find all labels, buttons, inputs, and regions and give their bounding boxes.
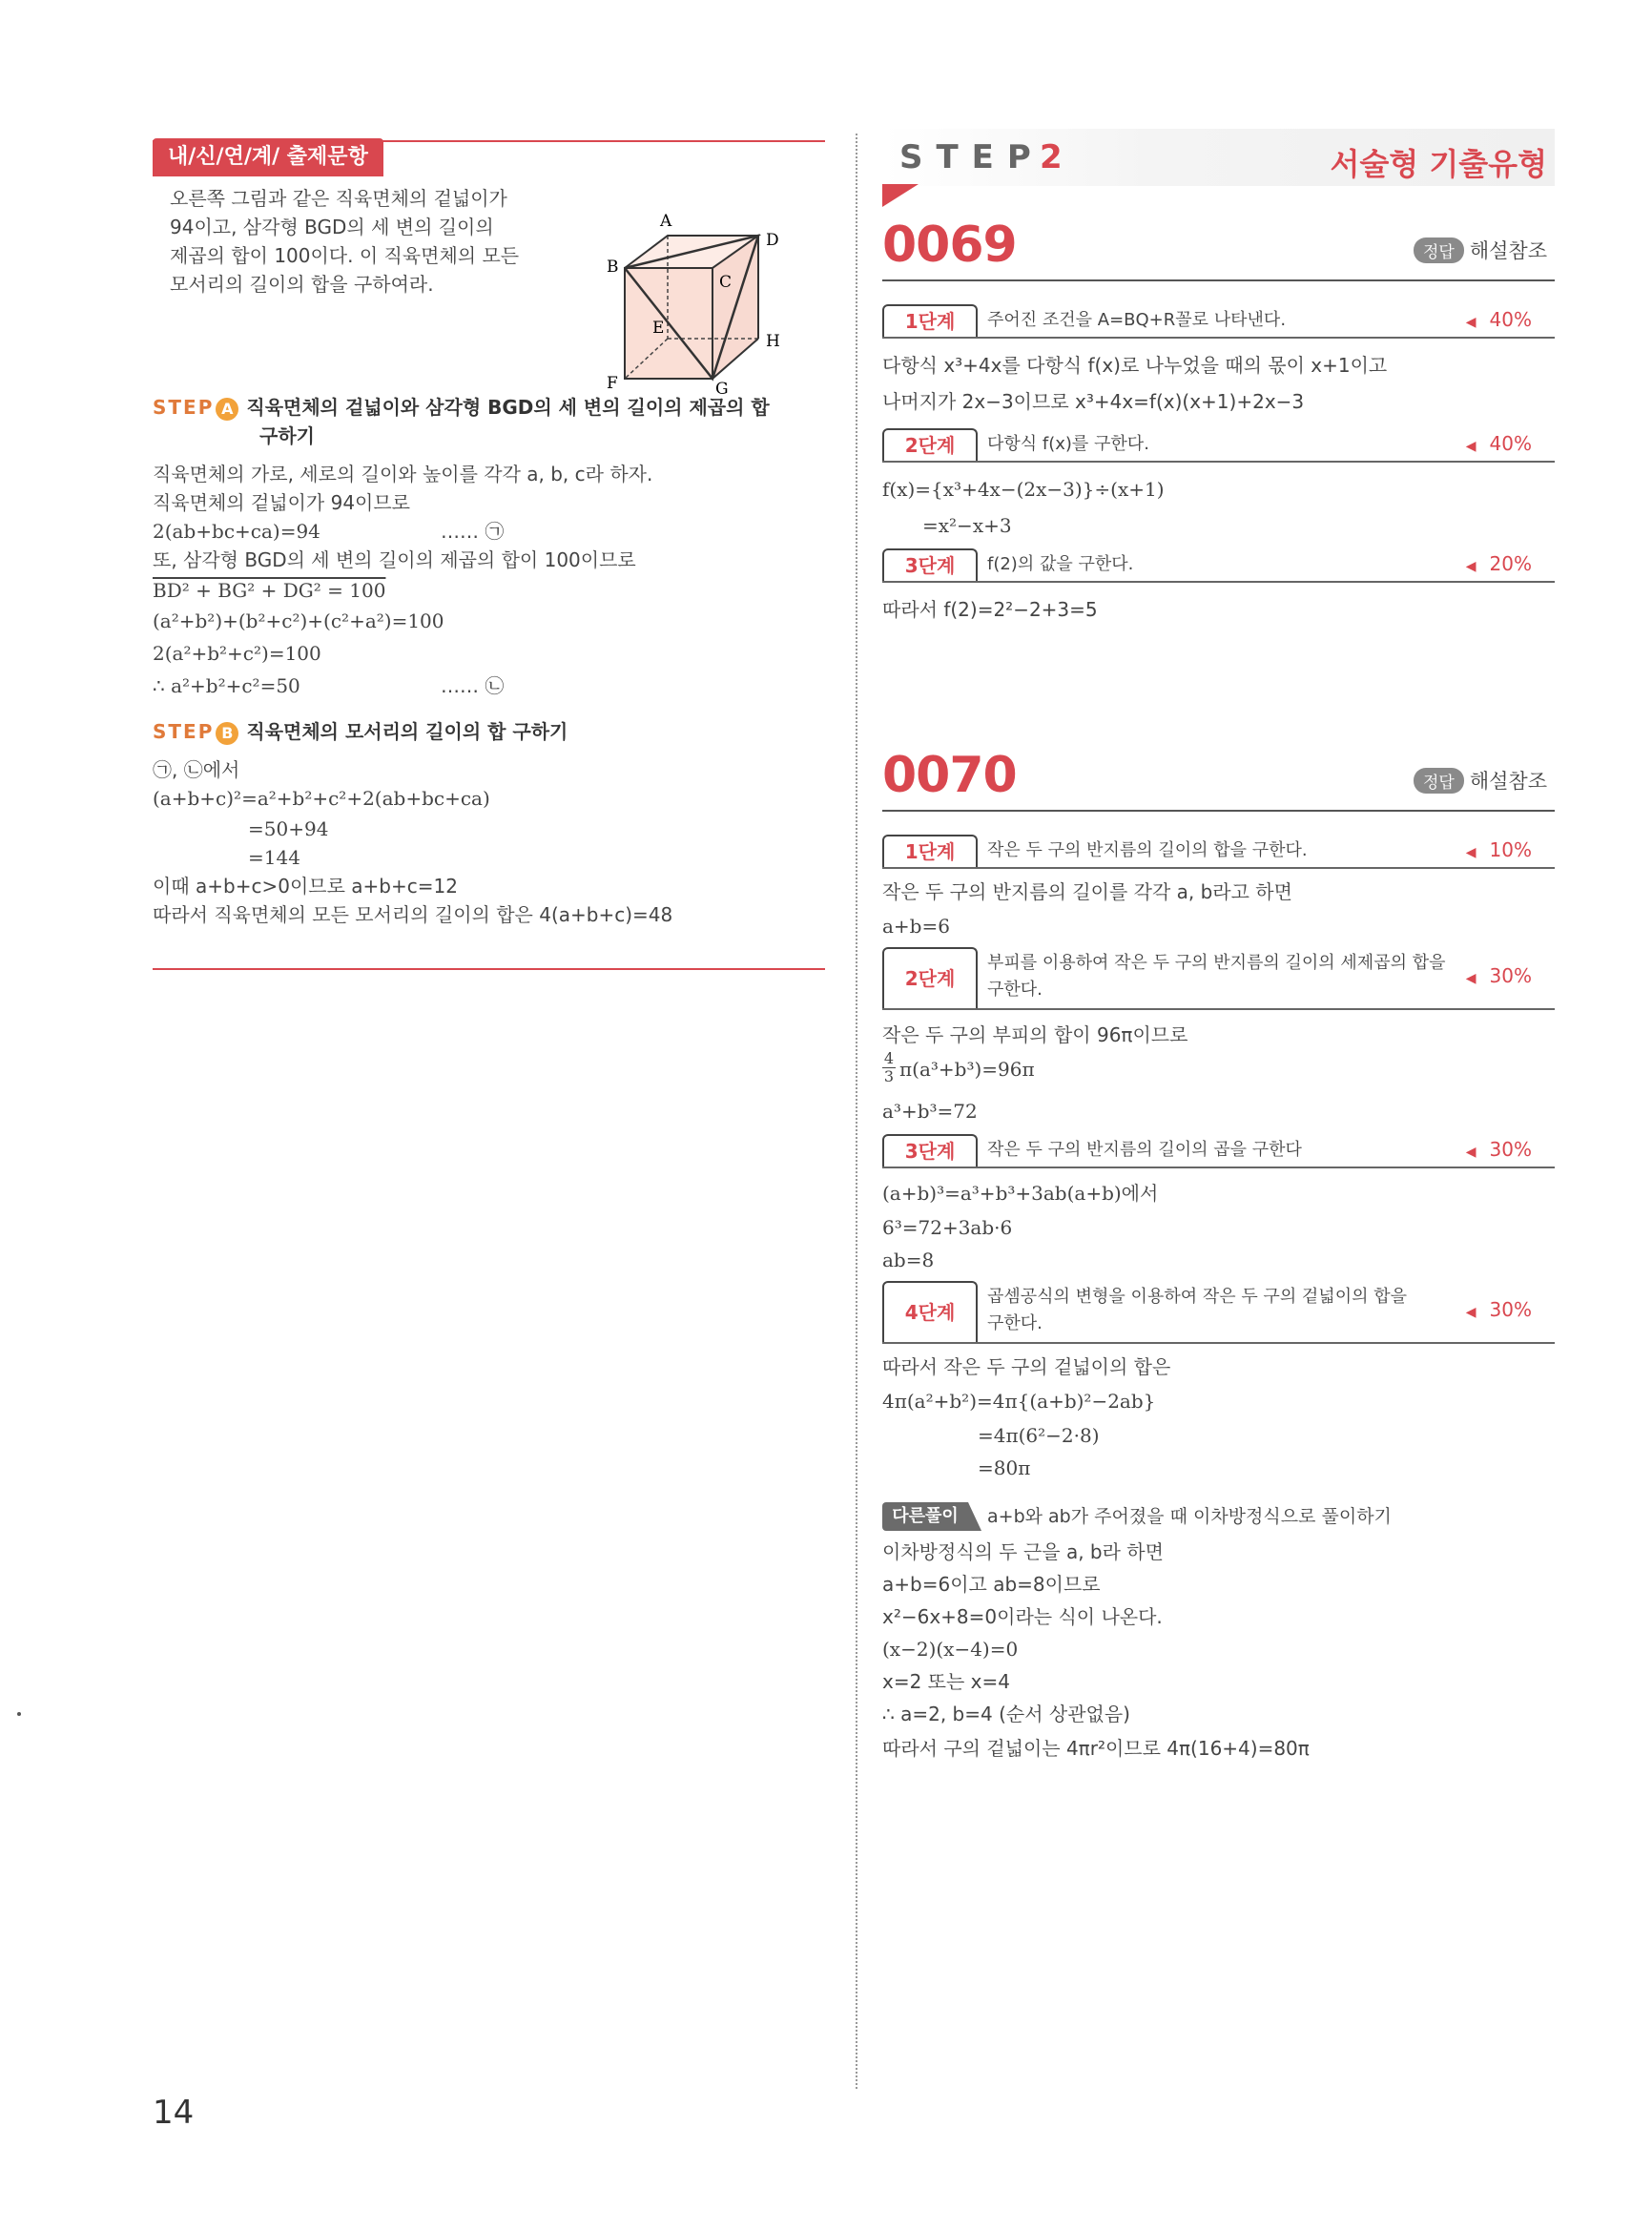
equation-line: 4π(a²+b²)=4π{(a+b)²−2ab} xyxy=(882,1390,1156,1413)
solution-line: 따라서 작은 두 구의 겉넓이의 합은 xyxy=(882,1355,1171,1378)
equation-line: f(x)={x³+4x−(2x−3)}÷(x+1) xyxy=(882,478,1165,501)
solution-line: ㉠, ㉡에서 xyxy=(153,758,240,781)
solution-line: 작은 두 구의 부피의 합이 96π이므로 xyxy=(882,1023,1188,1046)
solution-line: x=2 또는 x=4 xyxy=(882,1670,1010,1693)
triangle-left-icon: ◀ xyxy=(1465,845,1476,860)
solution-line: 이때 a+b+c>0이므로 a+b+c=12 xyxy=(153,875,458,898)
fraction-denominator: 3 xyxy=(883,1067,895,1085)
solution-line: 또, 삼각형 BGD의 세 변의 길이의 제곱의 합이 100이므로 xyxy=(153,548,636,571)
stage-percent-value: 30% xyxy=(1489,1138,1532,1161)
vertex-label-h: H xyxy=(766,332,780,351)
equation-line: 2(ab+bc+ca)=94 xyxy=(153,520,320,543)
problem-rule xyxy=(882,279,1555,281)
vertex-label-b: B xyxy=(607,258,619,277)
stage-desc: 부피를 이용하여 작은 두 구의 반지름의 길이의 세제곱의 합을 xyxy=(987,953,1446,973)
step-a-heading-cont xyxy=(259,423,315,449)
answer-ref xyxy=(1414,236,1547,264)
fraction-numerator: 4 xyxy=(883,1049,895,1067)
stage-desc: 주어진 조건을 A=BQ+R꼴로 나타낸다. xyxy=(987,310,1287,330)
solution-line: x²−6x+8=0이라는 식이 나온다. xyxy=(882,1605,1163,1628)
equation-line: =144 xyxy=(248,846,300,869)
problem-rule xyxy=(882,810,1555,812)
stage-percent xyxy=(1466,838,1532,861)
grading-stage xyxy=(882,835,1555,869)
equation-line: (a+b)³=a³+b³+3ab(a+b)에서 xyxy=(882,1182,1159,1205)
triangle-left-icon: ◀ xyxy=(1465,439,1476,454)
step-title: 서술형 기출유형 xyxy=(1330,146,1547,182)
section-bottom-rule xyxy=(153,968,825,970)
vertex-label-a: A xyxy=(660,212,672,231)
stage-percent xyxy=(1466,552,1532,575)
equation-line: =x²−x+3 xyxy=(922,514,1012,537)
solution-line: 직육면체의 겉넓이가 94이므로 xyxy=(153,491,411,514)
stage-desc: 곱셈공식의 변형을 이용하여 작은 두 구의 겉넓이의 합을 xyxy=(987,1287,1407,1307)
solution-line: 직육면체의 가로, 세로의 길이와 높이를 각각 a, b, c라 하자. xyxy=(153,463,653,485)
equation-line: ∴ a²+b²+c²=50 xyxy=(153,674,300,697)
solution-line: 나머지가 2x−3이므로 x³+4x=f(x)(x+1)+2x−3 xyxy=(882,390,1305,413)
solution-line: a+b=6이고 ab=8이므로 xyxy=(882,1573,1101,1596)
stage-percent xyxy=(1466,308,1532,331)
equation-line: a³+b³=72 xyxy=(882,1100,978,1123)
problem-line: 제곱의 합이 100이다. 이 직육면체의 모든 xyxy=(170,244,520,267)
problem-line: 모서리의 길이의 합을 구하여라. xyxy=(170,273,434,296)
solution-line: 따라서 직육면체의 모든 모서리의 길이의 합은 4(a+b+c)=48 xyxy=(153,903,673,926)
step-label: STEP xyxy=(153,720,215,743)
problem-text xyxy=(170,184,551,299)
solution-line: 다항식 x³+4x를 다항식 f(x)로 나누었을 때의 몫이 x+1이고 xyxy=(882,354,1388,377)
grading-stage xyxy=(882,548,1555,583)
fraction xyxy=(882,1050,896,1085)
triangle-left-icon: ◀ xyxy=(1465,315,1476,330)
header-flag xyxy=(882,184,919,207)
equation-line: 2(a²+b²+c²)=100 xyxy=(153,642,321,665)
solution-line: 따라서 f(2)=2²−2+3=5 xyxy=(882,598,1098,621)
equation-line: (x−2)(x−4)=0 xyxy=(882,1638,1019,1661)
solution-line: ∴ a=2, b=4 (순서 상관없음) xyxy=(882,1703,1130,1725)
stray-dot xyxy=(17,1712,21,1716)
step-title: 직육면체의 겉넓이와 삼각형 BGD의 세 변의 길이의 제곱의 합 xyxy=(246,396,770,419)
alt-solution-title: a+b와 ab가 주어졌을 때 이차방정식으로 풀이하기 xyxy=(987,1506,1392,1527)
equation-line: (a²+b²)+(b²+c²)+(c²+a²)=100 xyxy=(153,609,444,632)
equation-line: (a+b+c)²=a²+b²+c²+2(ab+bc+ca) xyxy=(153,787,490,810)
stage-percent-value: 10% xyxy=(1489,838,1532,861)
grading-stage xyxy=(882,304,1555,339)
stage-percent xyxy=(1466,1298,1532,1321)
answer-pill: 정답 xyxy=(1414,768,1464,794)
stage-percent-value: 40% xyxy=(1489,432,1532,455)
stage-box: 2단계 xyxy=(882,428,978,461)
alt-solution-tab: 다른풀이 xyxy=(882,1502,968,1531)
solution-line: 이차방정식의 두 근을 a, b라 하면 xyxy=(882,1540,1164,1563)
stage-box: 1단계 xyxy=(882,835,978,867)
grading-stage xyxy=(882,947,1555,1010)
equation-line: =4π(6²−2·8) xyxy=(978,1424,1100,1447)
stage-percent-value: 40% xyxy=(1489,308,1532,331)
step-title-cont: 구하기 xyxy=(259,424,315,447)
page-number: 14 xyxy=(153,2094,195,2132)
stage-desc: f(2)의 값을 구한다. xyxy=(987,554,1134,574)
triangle-left-icon: ◀ xyxy=(1465,559,1476,574)
stage-desc-cont: 구한다. xyxy=(987,980,1043,1000)
equation-line: BD² + BG² + DG² = 100 xyxy=(153,579,386,602)
vertex-label-c: C xyxy=(719,273,733,292)
vertex-label-d: D xyxy=(766,231,779,250)
step-letter-circle: B xyxy=(216,722,238,745)
step-word: STEP xyxy=(899,138,1044,176)
equation-marker: …… ㉠ xyxy=(441,520,505,543)
stage-desc-cont: 구한다. xyxy=(987,1313,1043,1333)
step-letter-circle: A xyxy=(216,398,238,421)
equation-line: ab=8 xyxy=(882,1249,935,1271)
triangle-left-icon: ◀ xyxy=(1465,971,1476,986)
solution-line: 작은 두 구의 반지름의 길이를 각각 a, b라고 하면 xyxy=(882,880,1292,903)
stage-percent-value: 20% xyxy=(1489,552,1532,575)
equation-line: π(a³+b³)=96π xyxy=(899,1058,1035,1081)
column-divider xyxy=(856,134,857,2089)
section-tag: 내/신/연/계/ 출제문항 xyxy=(153,138,383,176)
step-a-heading xyxy=(153,394,770,421)
stage-box: 3단계 xyxy=(882,548,978,581)
grading-stage xyxy=(882,1134,1555,1168)
grading-stage xyxy=(882,1281,1555,1344)
stage-box: 3단계 xyxy=(882,1134,978,1167)
answer-text: 해설참조 xyxy=(1469,239,1547,262)
problem-number: 0069 xyxy=(882,217,1017,274)
alt-tab-tip xyxy=(968,1502,981,1531)
stage-box: 4단계 xyxy=(882,1281,978,1342)
equation-line: =50+94 xyxy=(248,817,329,840)
stage-percent-value: 30% xyxy=(1489,1298,1532,1321)
equation-line: =80π xyxy=(978,1456,1031,1479)
equation-line: 6³=72+3ab·6 xyxy=(882,1216,1013,1239)
answer-pill: 정답 xyxy=(1414,237,1464,263)
triangle-left-icon: ◀ xyxy=(1465,1305,1476,1320)
step-b-heading xyxy=(153,718,568,745)
triangle-left-icon: ◀ xyxy=(1465,1145,1476,1160)
problem-number: 0070 xyxy=(882,747,1017,804)
stage-percent xyxy=(1466,432,1532,455)
vertex-label-g: G xyxy=(715,380,729,399)
vertex-label-f: F xyxy=(607,374,618,393)
cuboid-figure xyxy=(572,176,830,415)
problem-line: 오른쪽 그림과 같은 직육면체의 겉넓이가 xyxy=(170,187,507,210)
stage-percent xyxy=(1466,1138,1532,1161)
grading-stage xyxy=(882,428,1555,463)
step-number: 2 xyxy=(1040,138,1063,176)
equation-marker: …… ㉡ xyxy=(441,674,505,697)
stage-percent-value: 30% xyxy=(1489,964,1532,987)
vertex-label-e: E xyxy=(652,319,665,338)
solution-line: 따라서 구의 겉넓이는 4πr²이므로 4π(16+4)=80π xyxy=(882,1737,1310,1760)
stage-desc: 다항식 f(x)를 구한다. xyxy=(987,434,1149,454)
step-title: 직육면체의 모서리의 길이의 합 구하기 xyxy=(246,720,568,743)
problem-line: 94이고, 삼각형 BGD의 세 변의 길이의 xyxy=(170,216,494,238)
stage-percent xyxy=(1466,964,1532,987)
stage-desc: 작은 두 구의 반지름의 길이의 합을 구한다. xyxy=(987,840,1308,860)
stage-desc: 작은 두 구의 반지름의 길이의 곱을 구한다 xyxy=(987,1140,1302,1160)
stage-box: 2단계 xyxy=(882,947,978,1008)
step-label: STEP xyxy=(153,396,215,419)
answer-text: 해설참조 xyxy=(1469,770,1547,793)
step-header xyxy=(882,129,1555,186)
answer-ref xyxy=(1414,766,1547,795)
equation-line: a+b=6 xyxy=(882,915,950,938)
stage-box: 1단계 xyxy=(882,304,978,337)
